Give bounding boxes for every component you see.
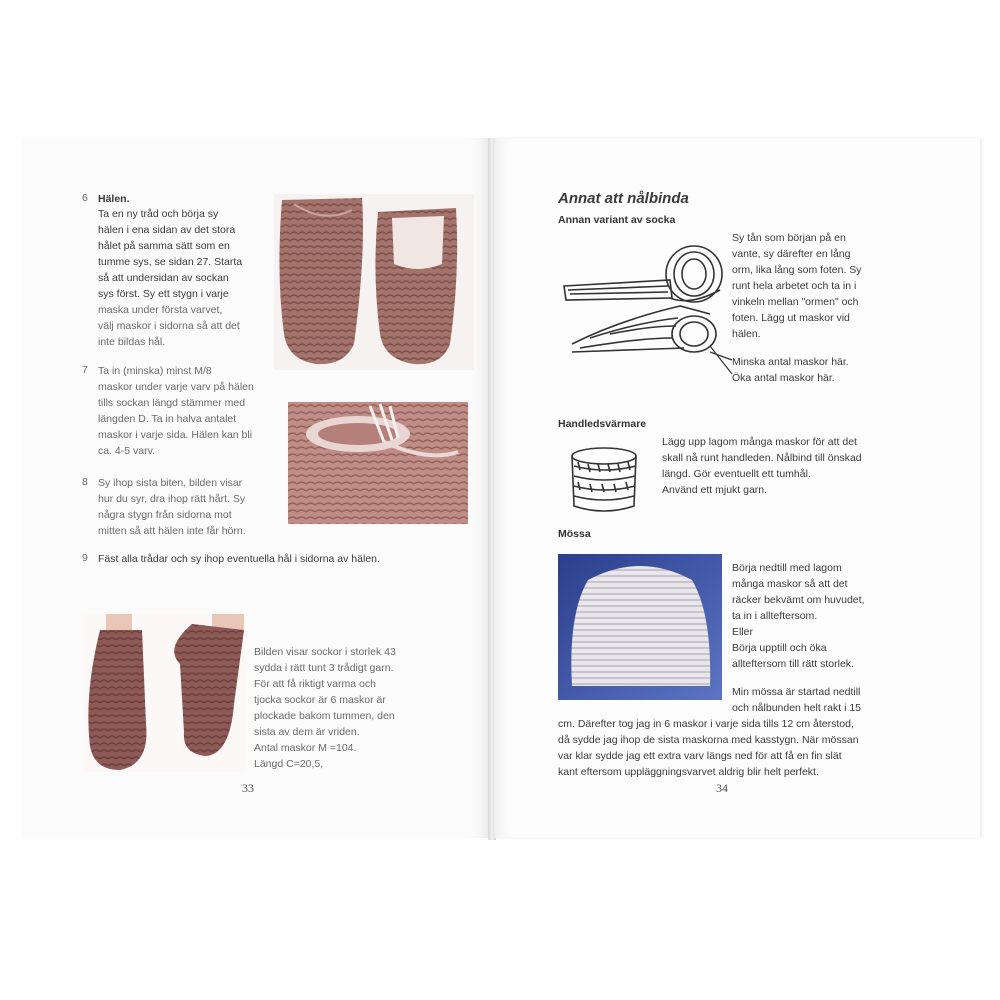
wrist-warmer-sketch [568, 446, 640, 516]
heel-socks-photo [274, 194, 474, 370]
step-8-number: 8 [82, 476, 88, 488]
hat-photo [558, 554, 722, 700]
sock-variant-notes: Minska antal maskor här. Öka antal maskor här. [732, 356, 849, 384]
step-8-text: Sy ihop sista biten, bilden visar hur du syr, dra ihop rätt hårt. Sy några stygn från sidorna mot mitten så att hälen inte får hörn. [98, 477, 246, 537]
step-6-text: Ta en ny tråd och börja sy hälen i ena sidan av det stora hålet på samma sätt som en tumme sys, se sidan 27. Starta så att undersidan av sockan sys först. Sy ett stygn i varje maska under första varvet, välj maskor i sidorna så att det inte bildas hål. [98, 208, 243, 348]
step-9-text: Fäst alla trådar och sy ihop eventuella hål i sidorna av hälen. [98, 553, 380, 565]
sock-variant-text: Sy tån som början på en vante, sy därefter en lång orm, lika lång som foten. Sy runt hela arbetet och ta in i vinkeln mellan "ormen" och foten. Lägg ut maskor vid hälen. [732, 232, 862, 340]
hat-text: Börja nedtill med lagom många maskor så att det räcker bekvämt om huvudet, ta in i allteftersom. Eller Börja upptill och öka allteftersom till rätt storlek. [732, 562, 865, 670]
heel-sewing-photo [288, 402, 468, 524]
hat-text-3: cm. Därefter tog jag in 6 maskor i varje sida tills 12 cm återstod, då sydde jag ihop de sista maskorna med kasstygn. När mössan var klar sydde jag ett extra varv längs ned för att få en fin slät kant eftersom uppläggningsvarvet aldrig blir helt perfekt. [558, 718, 859, 778]
page-heading: Annat att nålbinda [558, 190, 689, 207]
section-title-hat: Mössa [558, 528, 591, 540]
page-number-33: 33 [242, 781, 254, 795]
sock-variant-sketch [560, 234, 736, 382]
step-6-number: 6 [82, 192, 88, 204]
step-7-text: Ta in (minska) minst M/8 maskor under varje varv på hälen tills sockan längd stämmer med längden D. Ta in halva antalet maskor i varje sida. Hälen kan bli ca. 4-5 varv. [98, 365, 254, 457]
right-page [494, 138, 980, 838]
wrist-warmer-text: Lägg upp lagom många maskor för att det skall nå runt handleden. Nålbind till önskad längd. Gör eventuellt ett tumhål. Använd ett mjukt garn. [662, 436, 862, 496]
step-6-title: Hälen. [98, 193, 130, 205]
socks-on-feet-photo [84, 614, 246, 772]
step-7-number: 7 [82, 364, 88, 376]
left-page [22, 138, 490, 838]
step-9-number: 9 [82, 552, 88, 564]
hat-text-2: Min mössa är startad nedtill och nålbunden helt rakt i 15 [732, 686, 862, 714]
open-booklet [22, 138, 980, 840]
section-title-sock-variant: Annan variant av socka [558, 214, 676, 226]
socks-caption: Bilden visar sockor i storlek 43 sydda i rätt tunt 3 trådigt garn. För att få riktigt varma och tjocka sockor är 6 maskor är plockade bakom tummen, den sista av dem är vriden. Antal maskor M =104. Längd C=20,5, [254, 646, 396, 770]
page-number-34: 34 [716, 781, 728, 795]
section-title-wrist-warmer: Handledsvärmare [558, 418, 647, 430]
